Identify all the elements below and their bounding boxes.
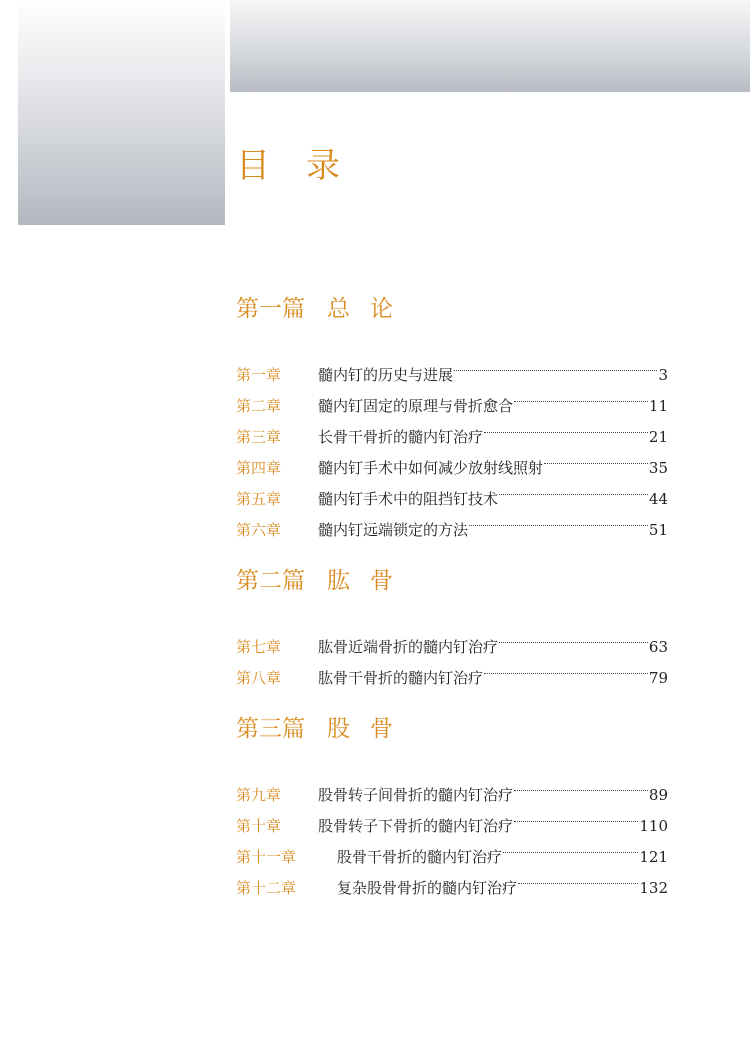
page-number: 132 bbox=[639, 879, 668, 897]
chapter-title: 股骨干骨折的髓内钉治疗 bbox=[337, 848, 503, 866]
part-title bbox=[236, 713, 668, 745]
page-title-char: 目 bbox=[236, 146, 272, 186]
chapter-title: 髓内钉远端锁定的方法 bbox=[318, 521, 469, 539]
page-number: 35 bbox=[648, 459, 668, 477]
chapter-list bbox=[236, 621, 668, 687]
dot-leader bbox=[514, 769, 648, 800]
page-number: 89 bbox=[648, 786, 668, 804]
decorative-gray-band-top bbox=[230, 0, 750, 92]
dot-leader bbox=[544, 442, 648, 473]
page-title-char: 录 bbox=[306, 146, 342, 186]
dot-leader bbox=[499, 621, 648, 652]
chapter-number: 第四章 bbox=[236, 459, 282, 477]
chapter-number: 第三章 bbox=[236, 428, 282, 446]
part-number: 第一篇 bbox=[236, 296, 305, 322]
chapter-number: 第八章 bbox=[236, 669, 282, 687]
page-number: 51 bbox=[648, 521, 668, 539]
chapter-number: 第十章 bbox=[236, 817, 282, 835]
chapter-number: 第十二章 bbox=[236, 879, 297, 897]
chapter-number: 第六章 bbox=[236, 521, 282, 539]
dot-leader bbox=[514, 380, 648, 411]
chapter-title: 肱骨近端骨折的髓内钉治疗 bbox=[318, 638, 499, 656]
page-number: 3 bbox=[658, 366, 668, 384]
page-title bbox=[236, 138, 342, 187]
part-title bbox=[236, 293, 668, 325]
dot-leader bbox=[499, 473, 648, 504]
chapter-number: 第九章 bbox=[236, 786, 282, 804]
part-name: 股骨 bbox=[327, 716, 413, 742]
part-number: 第二篇 bbox=[236, 568, 305, 594]
decorative-gray-block-left bbox=[18, 0, 225, 225]
chapter-list bbox=[236, 769, 668, 897]
chapter-number: 第一章 bbox=[236, 366, 282, 384]
chapter-title: 髓内钉手术中如何减少放射线照射 bbox=[318, 459, 544, 477]
table-of-contents bbox=[236, 293, 668, 897]
dot-leader bbox=[514, 800, 638, 831]
dot-leader bbox=[469, 504, 648, 535]
chapter-title: 股骨转子下骨折的髓内钉治疗 bbox=[318, 817, 514, 835]
part-number: 第三篇 bbox=[236, 716, 305, 742]
chapter-number: 第五章 bbox=[236, 490, 282, 508]
chapter-title: 长骨干骨折的髓内钉治疗 bbox=[318, 428, 484, 446]
dot-leader bbox=[454, 349, 657, 380]
chapter-number: 第十一章 bbox=[236, 848, 297, 866]
chapter-title: 髓内钉固定的原理与骨折愈合 bbox=[318, 397, 514, 415]
part-title bbox=[236, 565, 668, 597]
page-number: 21 bbox=[648, 428, 668, 446]
chapter-number: 第二章 bbox=[236, 397, 282, 415]
chapter-title: 髓内钉手术中的阻挡钉技术 bbox=[318, 490, 499, 508]
page-number: 11 bbox=[648, 397, 668, 415]
toc-entry bbox=[236, 349, 668, 384]
page-number: 63 bbox=[648, 638, 668, 656]
chapter-list bbox=[236, 349, 668, 539]
part-name: 总论 bbox=[327, 296, 413, 322]
dot-leader bbox=[518, 862, 638, 893]
toc-entry bbox=[236, 621, 668, 656]
page-number: 110 bbox=[639, 817, 668, 835]
chapter-title: 复杂股骨骨折的髓内钉治疗 bbox=[337, 879, 518, 897]
dot-leader bbox=[484, 652, 648, 683]
page-number: 44 bbox=[648, 490, 668, 508]
chapter-title: 髓内钉的历史与进展 bbox=[318, 366, 454, 384]
chapter-number: 第七章 bbox=[236, 638, 282, 656]
page-number: 121 bbox=[639, 848, 668, 866]
chapter-title: 肱骨干骨折的髓内钉治疗 bbox=[318, 669, 484, 687]
dot-leader bbox=[484, 411, 648, 442]
dot-leader bbox=[503, 831, 638, 862]
part-name: 肱骨 bbox=[327, 568, 413, 594]
page-number: 79 bbox=[648, 669, 668, 687]
toc-entry bbox=[236, 769, 668, 804]
chapter-title: 股骨转子间骨折的髓内钉治疗 bbox=[318, 786, 514, 804]
